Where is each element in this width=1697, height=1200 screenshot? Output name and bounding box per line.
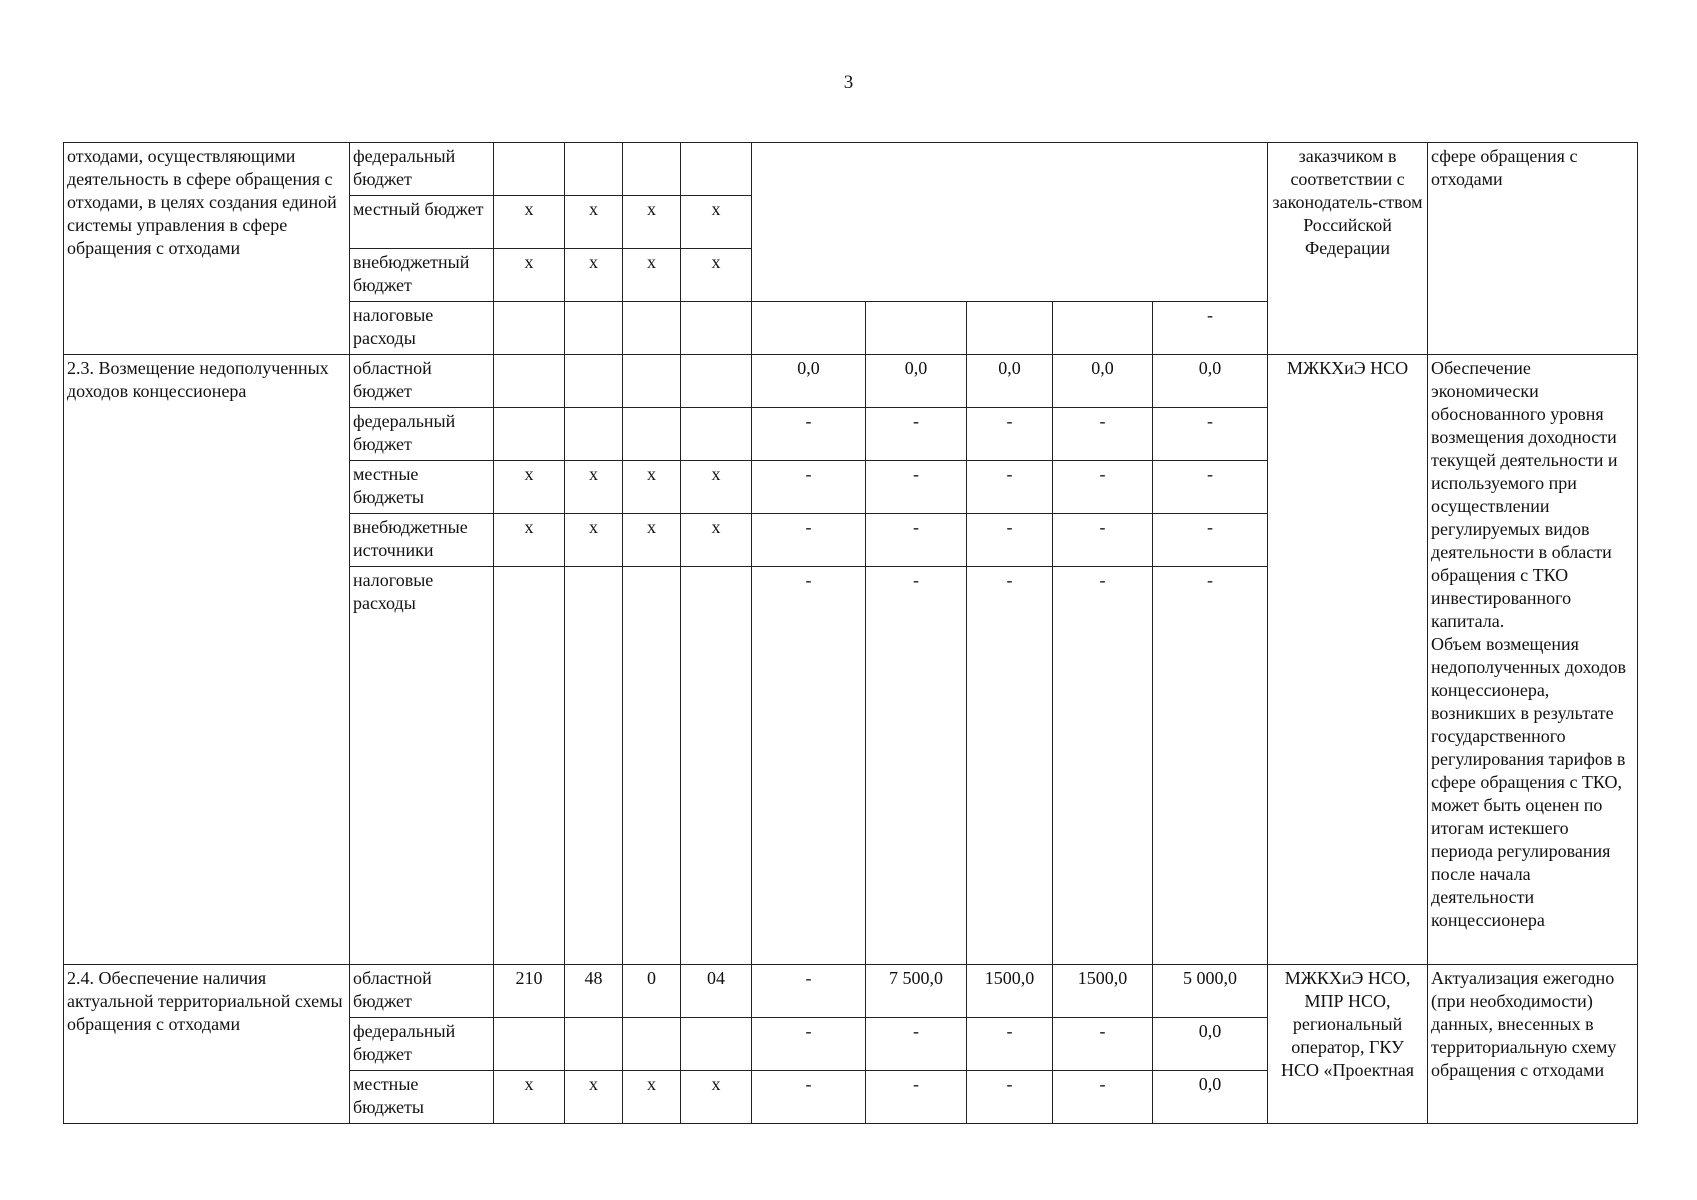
table-cell: x — [681, 1071, 752, 1124]
amount-cell: 0,0 — [1153, 1071, 1268, 1124]
table-cell: x — [681, 461, 752, 514]
funding-source: областной бюджет — [350, 965, 494, 1018]
code-cell: 48 — [565, 965, 623, 1018]
amount-cell: - — [1153, 461, 1268, 514]
table-cell: x — [565, 461, 623, 514]
table-row — [64, 355, 1638, 408]
event-name: отходами, осуществляющими деятельность в сфере обращения с отходами, в целях создания единой системы управления в сфере обращения с отходами — [64, 143, 350, 355]
funding-source: местный бюджет — [350, 196, 494, 249]
funding-source: внебюджетные источники — [350, 514, 494, 567]
amount-cell: 0,0 — [866, 355, 967, 408]
amount-cell: - — [1053, 408, 1153, 461]
table-cell: x — [565, 514, 623, 567]
table-cell: x — [681, 249, 752, 302]
amount-cell: - — [752, 1071, 866, 1124]
table-row — [64, 965, 1638, 1018]
funding-source: налоговые расходы — [350, 567, 494, 965]
event-name: 2.4. Обеспечение наличия актуальной территориальной схемы обращения с отходами — [64, 965, 350, 1124]
amount-cell: - — [967, 1071, 1053, 1124]
amount-cell: - — [1053, 567, 1153, 965]
table-cell — [565, 1018, 623, 1071]
table-cell: x — [565, 249, 623, 302]
merged-blank-cell — [752, 143, 1268, 302]
event-name: 2.3. Возмещение недополученных доходов концессионера — [64, 355, 350, 965]
amount-cell: - — [866, 1071, 967, 1124]
table-cell — [752, 302, 866, 355]
table-cell — [1053, 302, 1153, 355]
amount-cell: - — [752, 408, 866, 461]
amount-cell: - — [1153, 567, 1268, 965]
amount-cell: - — [1053, 514, 1153, 567]
funding-source: местные бюджеты — [350, 461, 494, 514]
table-cell — [494, 408, 565, 461]
table-cell: x — [681, 514, 752, 567]
amount-cell: - — [967, 408, 1053, 461]
table-cell — [681, 355, 752, 408]
amount-cell: 0,0 — [752, 355, 866, 408]
amount-cell: - — [752, 461, 866, 514]
table-cell: x — [494, 514, 565, 567]
table-cell — [681, 1018, 752, 1071]
amount-cell: - — [1053, 461, 1153, 514]
amount-cell: 1500,0 — [1053, 965, 1153, 1018]
table-cell — [623, 302, 681, 355]
amount-cell: - — [967, 514, 1053, 567]
amount-cell: - — [866, 514, 967, 567]
executor-cell: заказчиком в соответствии с законодатель-ством Российской Федерации — [1268, 143, 1428, 355]
table-cell: - — [1153, 302, 1268, 355]
funding-source: местные бюджеты — [350, 1071, 494, 1124]
table-cell — [494, 143, 565, 196]
table-cell: x — [494, 461, 565, 514]
table-cell — [494, 1018, 565, 1071]
amount-cell: 0,0 — [1153, 355, 1268, 408]
table-cell — [494, 567, 565, 965]
executor-cell: МЖКХиЭ НСО — [1268, 355, 1428, 965]
table-cell — [623, 1018, 681, 1071]
table-cell — [623, 355, 681, 408]
table-cell: x — [623, 196, 681, 249]
amount-cell: - — [752, 567, 866, 965]
table-cell — [681, 408, 752, 461]
amount-cell: - — [866, 461, 967, 514]
table-cell: x — [565, 196, 623, 249]
funding-source: федеральный бюджет — [350, 408, 494, 461]
table-cell — [681, 567, 752, 965]
amount-cell: - — [866, 408, 967, 461]
amount-cell: - — [752, 965, 866, 1018]
executor-cell: МЖКХиЭ НСО, МПР НСО, региональный оператор, ГКУ НСО «Проектная — [1268, 965, 1428, 1124]
amount-cell: - — [752, 514, 866, 567]
funding-source: федеральный бюджет — [350, 1018, 494, 1071]
table-cell — [967, 302, 1053, 355]
amount-cell: - — [967, 461, 1053, 514]
result-cell: Обеспечение экономически обоснованного уровня возмещения доходности текущей деятельности и используемого при осуществлении регулируемых видов деятельности в области обращения с ТКО инвестированного капитала. Объем возмещения недополученных доходов концессионера, возникших в результате государственного регулирования тарифов в сфере обращения с ТКО, может быть оценен по итогам истекшего периода регулирования после начала деятельности концессионера — [1428, 355, 1638, 965]
funding-source: областной бюджет — [350, 355, 494, 408]
table-cell — [681, 302, 752, 355]
amount-cell: 5 000,0 — [1153, 965, 1268, 1018]
table-cell — [494, 355, 565, 408]
table-cell — [681, 143, 752, 196]
amount-cell: 0,0 — [967, 355, 1053, 408]
table-cell — [623, 408, 681, 461]
amount-cell: 7 500,0 — [866, 965, 967, 1018]
code-cell: 0 — [623, 965, 681, 1018]
amount-cell: - — [967, 1018, 1053, 1071]
table-cell: x — [494, 196, 565, 249]
table-cell: x — [623, 249, 681, 302]
code-cell: 04 — [681, 965, 752, 1018]
amount-cell: - — [752, 1018, 866, 1071]
amount-cell: - — [1153, 408, 1268, 461]
table-cell: x — [681, 196, 752, 249]
amount-cell: - — [1053, 1071, 1153, 1124]
table-cell: x — [623, 461, 681, 514]
amount-cell: - — [967, 567, 1053, 965]
funding-source: внебюджетный бюджет — [350, 249, 494, 302]
amount-cell: - — [1153, 514, 1268, 567]
code-cell: 210 — [494, 965, 565, 1018]
page-number: 3 — [843, 72, 854, 93]
table-cell — [494, 302, 565, 355]
table-cell: x — [494, 1071, 565, 1124]
funding-source: федеральный бюджет — [350, 143, 494, 196]
amount-cell: - — [866, 567, 967, 965]
result-cell: сфере обращения с отходами — [1428, 143, 1638, 355]
amount-cell: 0,0 — [1053, 355, 1153, 408]
table-cell: x — [494, 249, 565, 302]
table-cell: x — [565, 1071, 623, 1124]
result-cell: Актуализация ежегодно (при необходимости) данных, внесенных в территориальную схему обращения с отходами — [1428, 965, 1638, 1124]
amount-cell: 1500,0 — [967, 965, 1053, 1018]
table-cell — [565, 302, 623, 355]
amount-cell: 0,0 — [1153, 1018, 1268, 1071]
funding-source: налоговые расходы — [350, 302, 494, 355]
table-cell — [565, 143, 623, 196]
amount-cell: - — [866, 1018, 967, 1071]
table-cell — [866, 302, 967, 355]
program-table — [63, 142, 1638, 1124]
amount-cell: - — [1053, 1018, 1153, 1071]
table-cell — [623, 567, 681, 965]
table-cell: x — [623, 1071, 681, 1124]
table-cell — [565, 567, 623, 965]
table-cell — [565, 408, 623, 461]
table-cell: x — [623, 514, 681, 567]
table-cell — [565, 355, 623, 408]
table-cell — [623, 143, 681, 196]
table-row — [64, 143, 1638, 196]
